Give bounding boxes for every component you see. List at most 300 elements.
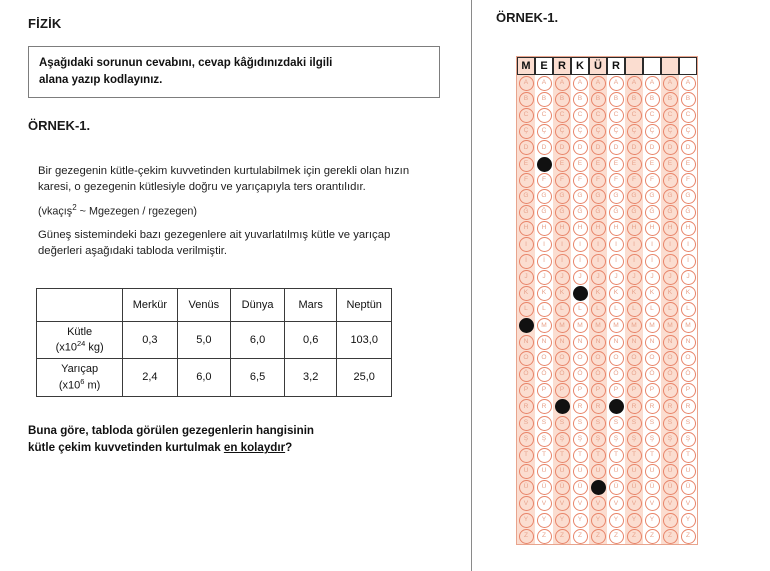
bubble-1-C[interactable]: C [519, 108, 534, 123]
bubble-1-U[interactable]: U [519, 464, 534, 479]
bubble-1-D[interactable]: D [519, 140, 534, 155]
bubble-6-M[interactable]: M [609, 318, 624, 333]
bubble-4-Ğ[interactable]: Ğ [573, 205, 588, 220]
bubble-2-O[interactable]: O [537, 351, 552, 366]
bubble-2-J[interactable]: J [537, 270, 552, 285]
bubble-10-C[interactable]: C [681, 108, 696, 123]
bubble-1-Ö[interactable]: Ö [519, 367, 534, 382]
bubble-1-E[interactable]: E [519, 157, 534, 172]
bubble-10-F[interactable]: F [681, 173, 696, 188]
bubble-1-Y[interactable]: Y [519, 513, 534, 528]
bubble-10-P[interactable]: P [681, 383, 696, 398]
bubble-5-Z[interactable]: Z [591, 529, 606, 544]
bubble-1-P[interactable]: P [519, 383, 534, 398]
bubble-10-Ü[interactable]: Ü [681, 480, 696, 495]
bubble-4-K-marked[interactable] [573, 286, 588, 301]
bubble-9-T[interactable]: T [663, 448, 678, 463]
bubble-8-U[interactable]: U [645, 464, 660, 479]
bubble-10-I[interactable]: I [681, 237, 696, 252]
bubble-9-G[interactable]: G [663, 189, 678, 204]
bubble-8-P[interactable]: P [645, 383, 660, 398]
bubble-3-G[interactable]: G [555, 189, 570, 204]
bubble-8-Ö[interactable]: Ö [645, 367, 660, 382]
bubble-10-A[interactable]: A [681, 76, 696, 91]
bubble-9-Ş[interactable]: Ş [663, 432, 678, 447]
bubble-3-C[interactable]: C [555, 108, 570, 123]
bubble-2-T[interactable]: T [537, 448, 552, 463]
bubble-1-Ş[interactable]: Ş [519, 432, 534, 447]
bubble-9-M[interactable]: M [663, 318, 678, 333]
bubble-4-U[interactable]: U [573, 464, 588, 479]
bubble-9-Ç[interactable]: Ç [663, 124, 678, 139]
bubble-2-K[interactable]: K [537, 286, 552, 301]
bubble-1-I[interactable]: I [519, 237, 534, 252]
bubble-4-Ö[interactable]: Ö [573, 367, 588, 382]
bubble-10-V[interactable]: V [681, 496, 696, 511]
bubble-2-H[interactable]: H [537, 221, 552, 236]
bubble-2-D[interactable]: D [537, 140, 552, 155]
name-entry-row[interactable] [517, 57, 697, 75]
bubble-5-P[interactable]: P [591, 383, 606, 398]
bubble-7-İ[interactable]: İ [627, 254, 642, 269]
bubble-3-D[interactable]: D [555, 140, 570, 155]
bubble-3-A[interactable]: A [555, 76, 570, 91]
bubble-4-I[interactable]: I [573, 237, 588, 252]
bubble-2-F[interactable]: F [537, 173, 552, 188]
bubble-6-Ğ[interactable]: Ğ [609, 205, 624, 220]
bubble-5-V[interactable]: V [591, 496, 606, 511]
bubble-6-P[interactable]: P [609, 383, 624, 398]
bubble-5-K[interactable]: K [591, 286, 606, 301]
bubble-5-O[interactable]: O [591, 351, 606, 366]
bubble-7-L[interactable]: L [627, 302, 642, 317]
bubble-1-Ğ[interactable]: Ğ [519, 205, 534, 220]
bubble-7-Ö[interactable]: Ö [627, 367, 642, 382]
bubble-4-Ç[interactable]: Ç [573, 124, 588, 139]
bubble-6-G[interactable]: G [609, 189, 624, 204]
bubble-7-Ğ[interactable]: Ğ [627, 205, 642, 220]
bubble-3-L[interactable]: L [555, 302, 570, 317]
bubble-5-Ö[interactable]: Ö [591, 367, 606, 382]
bubble-10-U[interactable]: U [681, 464, 696, 479]
bubble-4-D[interactable]: D [573, 140, 588, 155]
bubble-6-N[interactable]: N [609, 335, 624, 350]
bubble-4-Y[interactable]: Y [573, 513, 588, 528]
bubble-4-M[interactable]: M [573, 318, 588, 333]
bubble-6-U[interactable]: U [609, 464, 624, 479]
bubble-10-K[interactable]: K [681, 286, 696, 301]
bubble-6-D[interactable]: D [609, 140, 624, 155]
bubble-5-Ğ[interactable]: Ğ [591, 205, 606, 220]
bubble-6-E[interactable]: E [609, 157, 624, 172]
bubble-1-F[interactable]: F [519, 173, 534, 188]
bubble-10-D[interactable]: D [681, 140, 696, 155]
bubble-8-L[interactable]: L [645, 302, 660, 317]
bubble-7-H[interactable]: H [627, 221, 642, 236]
bubble-10-M[interactable]: M [681, 318, 696, 333]
bubble-4-H[interactable]: H [573, 221, 588, 236]
bubble-3-Ğ[interactable]: Ğ [555, 205, 570, 220]
bubble-1-K[interactable]: K [519, 286, 534, 301]
bubble-10-J[interactable]: J [681, 270, 696, 285]
bubble-4-O[interactable]: O [573, 351, 588, 366]
bubble-2-İ[interactable]: İ [537, 254, 552, 269]
bubble-3-N[interactable]: N [555, 335, 570, 350]
bubble-4-J[interactable]: J [573, 270, 588, 285]
bubble-8-M[interactable]: M [645, 318, 660, 333]
bubble-8-V[interactable]: V [645, 496, 660, 511]
bubble-7-K[interactable]: K [627, 286, 642, 301]
bubble-2-Ş[interactable]: Ş [537, 432, 552, 447]
bubble-2-P[interactable]: P [537, 383, 552, 398]
bubble-1-V[interactable]: V [519, 496, 534, 511]
bubble-8-K[interactable]: K [645, 286, 660, 301]
bubble-6-S[interactable]: S [609, 416, 624, 431]
bubble-9-İ[interactable]: İ [663, 254, 678, 269]
bubble-4-İ[interactable]: İ [573, 254, 588, 269]
bubble-10-Z[interactable]: Z [681, 529, 696, 544]
bubble-8-Y[interactable]: Y [645, 513, 660, 528]
bubble-6-Ü[interactable]: Ü [609, 480, 624, 495]
name-cell-7[interactable] [625, 57, 643, 75]
bubble-6-Ç[interactable]: Ç [609, 124, 624, 139]
bubble-5-M[interactable]: M [591, 318, 606, 333]
bubble-8-S[interactable]: S [645, 416, 660, 431]
bubble-5-Ç[interactable]: Ç [591, 124, 606, 139]
bubble-3-M[interactable]: M [555, 318, 570, 333]
bubble-6-A[interactable]: A [609, 76, 624, 91]
bubble-9-Ö[interactable]: Ö [663, 367, 678, 382]
bubble-8-D[interactable]: D [645, 140, 660, 155]
bubble-6-Ö[interactable]: Ö [609, 367, 624, 382]
bubble-3-B[interactable]: B [555, 92, 570, 107]
bubble-9-P[interactable]: P [663, 383, 678, 398]
bubble-10-G[interactable]: G [681, 189, 696, 204]
bubble-1-M-marked[interactable] [519, 318, 534, 333]
bubble-7-G[interactable]: G [627, 189, 642, 204]
bubble-7-N[interactable]: N [627, 335, 642, 350]
bubble-1-B[interactable]: B [519, 92, 534, 107]
bubble-8-N[interactable]: N [645, 335, 660, 350]
bubble-2-E-marked[interactable] [537, 157, 552, 172]
bubble-7-M[interactable]: M [627, 318, 642, 333]
bubble-5-N[interactable]: N [591, 335, 606, 350]
bubble-4-T[interactable]: T [573, 448, 588, 463]
bubble-10-Ğ[interactable]: Ğ [681, 205, 696, 220]
bubble-2-V[interactable]: V [537, 496, 552, 511]
bubble-7-C[interactable]: C [627, 108, 642, 123]
bubble-6-T[interactable]: T [609, 448, 624, 463]
bubble-5-G[interactable]: G [591, 189, 606, 204]
bubble-3-Ş[interactable]: Ş [555, 432, 570, 447]
bubble-7-A[interactable]: A [627, 76, 642, 91]
bubble-5-T[interactable]: T [591, 448, 606, 463]
name-cell-10[interactable] [679, 57, 697, 75]
bubble-5-F[interactable]: F [591, 173, 606, 188]
bubble-2-U[interactable]: U [537, 464, 552, 479]
bubble-3-R-marked[interactable] [555, 399, 570, 414]
bubble-3-U[interactable]: U [555, 464, 570, 479]
name-cell-5[interactable]: Ü [589, 57, 607, 75]
bubble-1-İ[interactable]: İ [519, 254, 534, 269]
bubble-2-C[interactable]: C [537, 108, 552, 123]
bubble-6-Z[interactable]: Z [609, 529, 624, 544]
bubble-7-F[interactable]: F [627, 173, 642, 188]
bubble-3-K[interactable]: K [555, 286, 570, 301]
bubble-5-C[interactable]: C [591, 108, 606, 123]
bubble-6-O[interactable]: O [609, 351, 624, 366]
bubble-1-S[interactable]: S [519, 416, 534, 431]
bubble-9-R[interactable]: R [663, 399, 678, 414]
bubble-grid[interactable] [517, 75, 697, 544]
bubble-8-G[interactable]: G [645, 189, 660, 204]
bubble-10-H[interactable]: H [681, 221, 696, 236]
bubble-10-İ[interactable]: İ [681, 254, 696, 269]
bubble-3-I[interactable]: I [555, 237, 570, 252]
bubble-1-J[interactable]: J [519, 270, 534, 285]
bubble-8-Ü[interactable]: Ü [645, 480, 660, 495]
bubble-4-Ş[interactable]: Ş [573, 432, 588, 447]
bubble-9-E[interactable]: E [663, 157, 678, 172]
bubble-9-I[interactable]: I [663, 237, 678, 252]
bubble-5-L[interactable]: L [591, 302, 606, 317]
bubble-5-İ[interactable]: İ [591, 254, 606, 269]
bubble-6-B[interactable]: B [609, 92, 624, 107]
bubble-5-B[interactable]: B [591, 92, 606, 107]
bubble-4-Ü[interactable]: Ü [573, 480, 588, 495]
bubble-9-L[interactable]: L [663, 302, 678, 317]
bubble-9-Z[interactable]: Z [663, 529, 678, 544]
bubble-2-Ğ[interactable]: Ğ [537, 205, 552, 220]
bubble-3-J[interactable]: J [555, 270, 570, 285]
bubble-7-Ç[interactable]: Ç [627, 124, 642, 139]
bubble-5-I[interactable]: I [591, 237, 606, 252]
bubble-7-B[interactable]: B [627, 92, 642, 107]
bubble-5-H[interactable]: H [591, 221, 606, 236]
bubble-5-Y[interactable]: Y [591, 513, 606, 528]
bubble-1-A[interactable]: A [519, 76, 534, 91]
bubble-10-Ş[interactable]: Ş [681, 432, 696, 447]
bubble-10-E[interactable]: E [681, 157, 696, 172]
bubble-8-Z[interactable]: Z [645, 529, 660, 544]
bubble-8-F[interactable]: F [645, 173, 660, 188]
bubble-7-S[interactable]: S [627, 416, 642, 431]
bubble-8-E[interactable]: E [645, 157, 660, 172]
bubble-9-C[interactable]: C [663, 108, 678, 123]
bubble-9-K[interactable]: K [663, 286, 678, 301]
bubble-7-D[interactable]: D [627, 140, 642, 155]
bubble-10-S[interactable]: S [681, 416, 696, 431]
bubble-5-D[interactable]: D [591, 140, 606, 155]
bubble-8-Ş[interactable]: Ş [645, 432, 660, 447]
bubble-10-Ç[interactable]: Ç [681, 124, 696, 139]
bubble-6-J[interactable]: J [609, 270, 624, 285]
bubble-4-L[interactable]: L [573, 302, 588, 317]
bubble-1-G[interactable]: G [519, 189, 534, 204]
bubble-7-O[interactable]: O [627, 351, 642, 366]
bubble-9-S[interactable]: S [663, 416, 678, 431]
bubble-1-R[interactable]: R [519, 399, 534, 414]
bubble-6-K[interactable]: K [609, 286, 624, 301]
bubble-8-Ğ[interactable]: Ğ [645, 205, 660, 220]
bubble-10-N[interactable]: N [681, 335, 696, 350]
bubble-4-A[interactable]: A [573, 76, 588, 91]
bubble-9-A[interactable]: A [663, 76, 678, 91]
bubble-4-S[interactable]: S [573, 416, 588, 431]
bubble-8-I[interactable]: I [645, 237, 660, 252]
bubble-4-G[interactable]: G [573, 189, 588, 204]
bubble-2-B[interactable]: B [537, 92, 552, 107]
bubble-5-S[interactable]: S [591, 416, 606, 431]
bubble-9-D[interactable]: D [663, 140, 678, 155]
bubble-3-O[interactable]: O [555, 351, 570, 366]
bubble-9-N[interactable]: N [663, 335, 678, 350]
bubble-5-E[interactable]: E [591, 157, 606, 172]
bubble-6-C[interactable]: C [609, 108, 624, 123]
bubble-4-P[interactable]: P [573, 383, 588, 398]
bubble-3-Ö[interactable]: Ö [555, 367, 570, 382]
bubble-7-R[interactable]: R [627, 399, 642, 414]
bubble-2-I[interactable]: I [537, 237, 552, 252]
bubble-8-R[interactable]: R [645, 399, 660, 414]
bubble-6-I[interactable]: I [609, 237, 624, 252]
bubble-8-H[interactable]: H [645, 221, 660, 236]
bubble-2-Ö[interactable]: Ö [537, 367, 552, 382]
bubble-6-Y[interactable]: Y [609, 513, 624, 528]
bubble-5-U[interactable]: U [591, 464, 606, 479]
bubble-8-B[interactable]: B [645, 92, 660, 107]
bubble-7-Ü[interactable]: Ü [627, 480, 642, 495]
bubble-9-J[interactable]: J [663, 270, 678, 285]
bubble-5-J[interactable]: J [591, 270, 606, 285]
bubble-9-Ğ[interactable]: Ğ [663, 205, 678, 220]
bubble-7-U[interactable]: U [627, 464, 642, 479]
bubble-4-Z[interactable]: Z [573, 529, 588, 544]
bubble-3-İ[interactable]: İ [555, 254, 570, 269]
bubble-2-R[interactable]: R [537, 399, 552, 414]
bubble-3-S[interactable]: S [555, 416, 570, 431]
bubble-6-V[interactable]: V [609, 496, 624, 511]
bubble-2-Y[interactable]: Y [537, 513, 552, 528]
bubble-6-F[interactable]: F [609, 173, 624, 188]
bubble-3-E[interactable]: E [555, 157, 570, 172]
bubble-1-H[interactable]: H [519, 221, 534, 236]
bubble-3-V[interactable]: V [555, 496, 570, 511]
bubble-9-H[interactable]: H [663, 221, 678, 236]
bubble-9-U[interactable]: U [663, 464, 678, 479]
bubble-3-Y[interactable]: Y [555, 513, 570, 528]
bubble-10-T[interactable]: T [681, 448, 696, 463]
bubble-10-B[interactable]: B [681, 92, 696, 107]
name-cell-2[interactable]: E [535, 57, 553, 75]
bubble-6-İ[interactable]: İ [609, 254, 624, 269]
bubble-6-Ş[interactable]: Ş [609, 432, 624, 447]
bubble-9-Y[interactable]: Y [663, 513, 678, 528]
bubble-5-Ü-marked[interactable] [591, 480, 606, 495]
bubble-4-V[interactable]: V [573, 496, 588, 511]
name-cell-3[interactable]: R [553, 57, 571, 75]
bubble-8-İ[interactable]: İ [645, 254, 660, 269]
bubble-2-A[interactable]: A [537, 76, 552, 91]
bubble-3-Ç[interactable]: Ç [555, 124, 570, 139]
bubble-2-Ç[interactable]: Ç [537, 124, 552, 139]
bubble-10-O[interactable]: O [681, 351, 696, 366]
bubble-3-P[interactable]: P [555, 383, 570, 398]
bubble-2-Ü[interactable]: Ü [537, 480, 552, 495]
bubble-1-Ç[interactable]: Ç [519, 124, 534, 139]
bubble-6-L[interactable]: L [609, 302, 624, 317]
bubble-10-Ö[interactable]: Ö [681, 367, 696, 382]
bubble-3-H[interactable]: H [555, 221, 570, 236]
bubble-1-Ü[interactable]: Ü [519, 480, 534, 495]
bubble-7-Ş[interactable]: Ş [627, 432, 642, 447]
bubble-3-F[interactable]: F [555, 173, 570, 188]
name-cell-9[interactable] [661, 57, 679, 75]
name-cell-4[interactable]: K [571, 57, 589, 75]
name-cell-6[interactable]: R [607, 57, 625, 75]
bubble-5-R[interactable]: R [591, 399, 606, 414]
bubble-1-T[interactable]: T [519, 448, 534, 463]
bubble-9-Ü[interactable]: Ü [663, 480, 678, 495]
bubble-6-H[interactable]: H [609, 221, 624, 236]
bubble-4-N[interactable]: N [573, 335, 588, 350]
bubble-9-F[interactable]: F [663, 173, 678, 188]
bubble-7-Y[interactable]: Y [627, 513, 642, 528]
bubble-2-S[interactable]: S [537, 416, 552, 431]
bubble-10-R[interactable]: R [681, 399, 696, 414]
bubble-9-O[interactable]: O [663, 351, 678, 366]
bubble-5-A[interactable]: A [591, 76, 606, 91]
bubble-7-P[interactable]: P [627, 383, 642, 398]
bubble-9-V[interactable]: V [663, 496, 678, 511]
bubble-9-B[interactable]: B [663, 92, 678, 107]
bubble-7-E[interactable]: E [627, 157, 642, 172]
bubble-2-N[interactable]: N [537, 335, 552, 350]
bubble-2-L[interactable]: L [537, 302, 552, 317]
bubble-7-T[interactable]: T [627, 448, 642, 463]
bubble-8-Ç[interactable]: Ç [645, 124, 660, 139]
bubble-8-A[interactable]: A [645, 76, 660, 91]
bubble-4-F[interactable]: F [573, 173, 588, 188]
bubble-6-R-marked[interactable] [609, 399, 624, 414]
bubble-8-C[interactable]: C [645, 108, 660, 123]
bubble-8-O[interactable]: O [645, 351, 660, 366]
bubble-4-B[interactable]: B [573, 92, 588, 107]
bubble-4-R[interactable]: R [573, 399, 588, 414]
bubble-2-G[interactable]: G [537, 189, 552, 204]
bubble-3-Ü[interactable]: Ü [555, 480, 570, 495]
bubble-7-V[interactable]: V [627, 496, 642, 511]
bubble-4-E[interactable]: E [573, 157, 588, 172]
name-cell-8[interactable] [643, 57, 661, 75]
bubble-10-L[interactable]: L [681, 302, 696, 317]
bubble-3-T[interactable]: T [555, 448, 570, 463]
bubble-7-I[interactable]: I [627, 237, 642, 252]
bubble-8-T[interactable]: T [645, 448, 660, 463]
bubble-5-Ş[interactable]: Ş [591, 432, 606, 447]
bubble-1-L[interactable]: L [519, 302, 534, 317]
bubble-8-J[interactable]: J [645, 270, 660, 285]
bubble-2-Z[interactable]: Z [537, 529, 552, 544]
bubble-2-M[interactable]: M [537, 318, 552, 333]
bubble-7-J[interactable]: J [627, 270, 642, 285]
bubble-1-N[interactable]: N [519, 335, 534, 350]
bubble-1-O[interactable]: O [519, 351, 534, 366]
name-cell-1[interactable]: M [517, 57, 535, 75]
bubble-7-Z[interactable]: Z [627, 529, 642, 544]
bubble-3-Z[interactable]: Z [555, 529, 570, 544]
bubble-10-Y[interactable]: Y [681, 513, 696, 528]
